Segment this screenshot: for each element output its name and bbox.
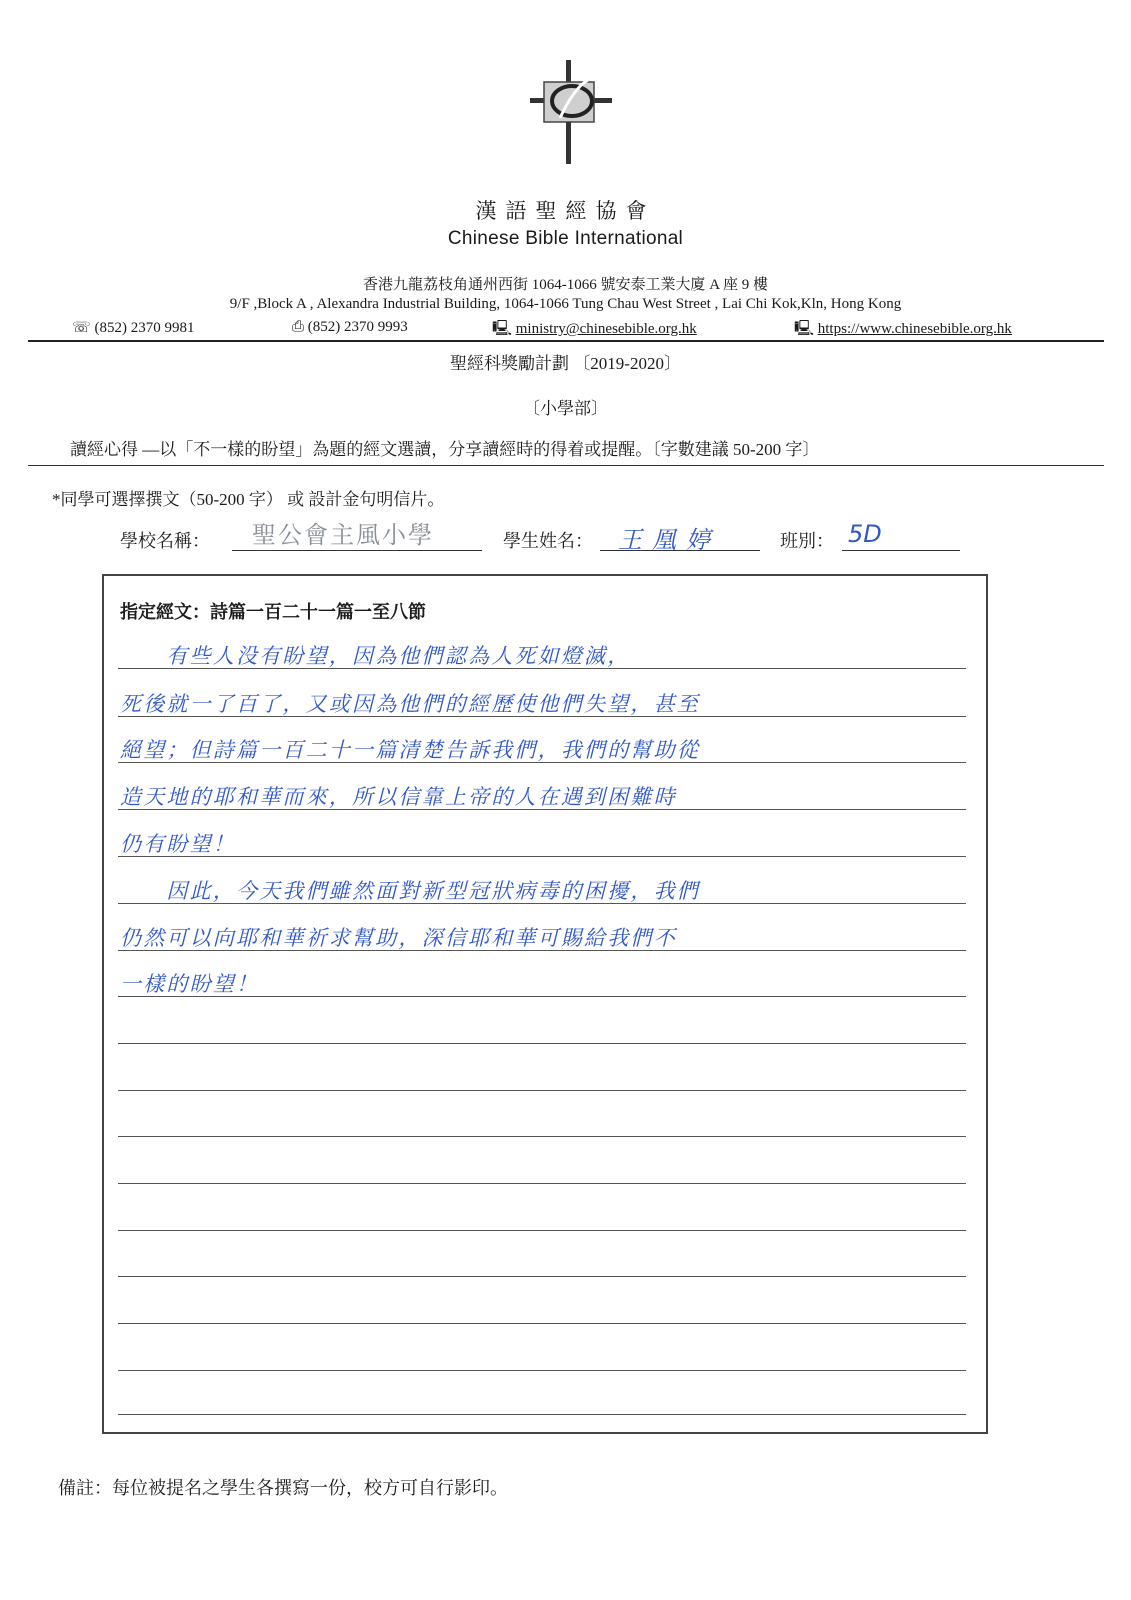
org-name-cn: 漢語聖經協會 xyxy=(475,199,656,223)
ruled-line xyxy=(118,856,966,857)
essay-line: 一樣的盼望！ xyxy=(120,972,260,996)
phone-number: ☏ (852) 2370 9981 xyxy=(72,320,195,336)
fax-number: ⎙ (852) 2370 9993 xyxy=(292,319,408,335)
ruled-line xyxy=(118,1183,966,1184)
ruled-line xyxy=(118,1276,966,1277)
essay-line: 絕望；但詩篇一百二十一篇清楚告訴我們，我們的幫助從 xyxy=(120,738,700,762)
ruled-line xyxy=(118,1090,966,1091)
ruled-line xyxy=(118,1323,966,1324)
website-link[interactable]: https://www.chinesebible.org.hk xyxy=(817,321,1012,337)
header-divider xyxy=(28,340,1104,342)
contact-row xyxy=(72,318,1082,340)
essay-line: 仍然可以向耶和華祈求幫助，深信耶和華可賜給我們不 xyxy=(120,926,677,950)
ruled-line xyxy=(118,1043,966,1044)
footer-remark: 備註：每位被提名之學生各撰寫一份，校方可自行影印。 xyxy=(58,1478,508,1498)
student-label: 學生姓名： xyxy=(503,531,593,551)
computer-icon: 🖳 xyxy=(794,321,815,337)
plan-title: 聖經科獎勵計劃 〔2019-2020〕 xyxy=(450,354,681,373)
school-field[interactable] xyxy=(232,550,482,551)
cbi-logo xyxy=(530,60,620,170)
topic-instruction: 讀經心得 —以「不一樣的盼望」為題的經文選讀，分享讀經時的得着或提醒。〔字數建議 50-200 字〕 xyxy=(70,440,820,459)
address-en: 9/F ,Block A , Alexandra Industrial Building, 1064-1066 Tung Chau West Street , Lai Chi Kok,Kln, Hong Kong xyxy=(229,296,902,312)
ruled-line xyxy=(118,1370,966,1371)
essay-line: 因此，今天我們雖然面對新型冠狀病毒的困擾，我們 xyxy=(120,879,700,903)
scripture-reference: 指定經文：詩篇一百二十一篇一至八節 xyxy=(120,602,426,623)
org-name-en: Chinese Bible International xyxy=(447,228,684,249)
computer-icon: 🖳 xyxy=(492,321,513,337)
class-label: 班別： xyxy=(780,531,834,551)
class-field[interactable] xyxy=(842,550,960,551)
essay-line: 死後就一了百了，又或因為他們的經歷使他們失望，甚至 xyxy=(120,692,700,716)
school-label: 學校名稱： xyxy=(120,531,210,551)
email-link[interactable]: ministry@chinesebible.org.hk xyxy=(515,321,697,337)
school-value: 聖公會主風小學 xyxy=(252,521,434,549)
ruled-line xyxy=(118,1230,966,1231)
ruled-line xyxy=(118,1136,966,1137)
topic-divider xyxy=(28,465,1104,466)
essay-line: 有些人没有盼望，因為他們認為人死如燈滅， xyxy=(120,644,631,668)
essay-line: 造天地的耶和華而來，所以信靠上帝的人在遇到困難時 xyxy=(120,785,677,809)
option-note: *同學可選擇撰文（50-200 字） 或 設計金句明信片。 xyxy=(52,490,445,509)
section-title: 〔小學部〕 xyxy=(523,399,608,418)
address-cn: 香港九龍荔枝角通州西街 1064-1066 號安泰工業大廈 A 座 9 樓 xyxy=(362,277,768,293)
essay-line: 仍有盼望！ xyxy=(120,832,236,856)
student-value: 王凰婷 xyxy=(618,526,720,554)
class-value: 5D xyxy=(848,520,882,548)
ruled-line xyxy=(118,1414,966,1415)
